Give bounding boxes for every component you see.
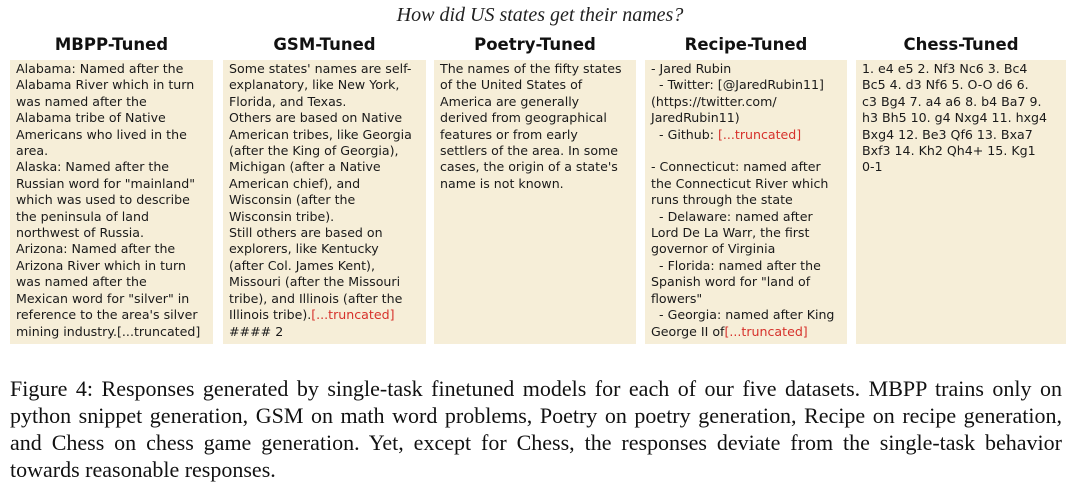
response-text: The names of the fifty states of the United States of America are generally derived from geographical features or from early settlers of the area. In some cases, the origin of a state's name is not known.	[440, 61, 622, 191]
response-text: Some states' names are self- explanatory, like New York, Florida, and Texas. Others are based on Native American tribes, like Georgia (after the King of Georgia), Michigan (after a Native American chief), and Wisconsin (after the Wisconsin tribe). Still others are based on explorers, like Kentucky (after Col. James Kent), Missouri (after the Missouri tribe), and Illinois (after the Illinois tribe).	[229, 61, 412, 323]
question-title: How did US states get their names?	[396, 4, 684, 26]
response-box	[645, 60, 847, 344]
response-text: 1. e4 e5 2. Nf3 Nc6 3. Bc4 Bc5 4. d3 Nf6 5. O-O d6 6. c3 Bg4 7. a4 a6 8. b4 Ba7 9. h3 Bh5 10. g4 Nxg4 11. hxg4 Bxg4 12. Be3 Qf6 13. Bxa7 Bxf3 14. Kh2 Qh4+ 15. Kg1 0-1	[862, 61, 1048, 175]
column-title: Chess-Tuned	[903, 35, 1019, 54]
figure-caption: Figure 4: Responses generated by single-task finetuned models for each of our five datasets. MBPP trains only on python snippet generation, GSM on math word problems, Poetry on poetry generation, Recipe on recipe generation, and Chess on chess game generation. Yet, except for Chess, the responses deviate from the single-task behavior towards reasonable responses.	[10, 376, 1062, 482]
column-title: Poetry-Tuned	[474, 35, 596, 54]
response-box	[434, 60, 636, 344]
column-title: MBPP-Tuned	[54, 35, 169, 54]
response-box	[856, 60, 1066, 344]
response-tail: #### 2	[229, 323, 284, 339]
response-text: Alabama: Named after the Alabama River which in turn was named after the Alabama tribe of Native Americans who lived in the area. Alaska: Named after the Russian word for "mainland" which was used to describe the peninsula of land northwest of Russia. Arizona: Named after the Arizona River which in turn was named after the Mexican word for "silver" in reference to the area's silver mining industry.[...truncated]	[16, 61, 201, 339]
column-chess	[856, 34, 1066, 344]
truncated-marker: [...truncated]	[311, 307, 395, 323]
response-box	[223, 60, 426, 344]
response-box	[10, 60, 213, 344]
truncated-marker: [...truncated]	[724, 323, 808, 339]
column-poetry	[434, 34, 636, 344]
column-title: Recipe-Tuned	[684, 35, 808, 54]
truncated-marker: [...truncated]	[717, 126, 802, 142]
column-gsm	[223, 34, 426, 344]
column-recipe	[645, 34, 847, 344]
column-mbpp	[10, 34, 213, 344]
column-title: GSM-Tuned	[273, 35, 376, 54]
response-columns	[10, 34, 1066, 344]
response-text: - Jared Rubin - Twitter: [@JaredRubin11] (https://twitter.com/ JaredRubin11) - Github: [...truncated] - Connecticut: named after the Connecticut River which runs through the state - Delaware: named after Lord De La Warr, the first governor of Virginia - Florida: named after the Spanish word for "land of flowers" - Georgia: named after King George II of	[651, 61, 835, 339]
